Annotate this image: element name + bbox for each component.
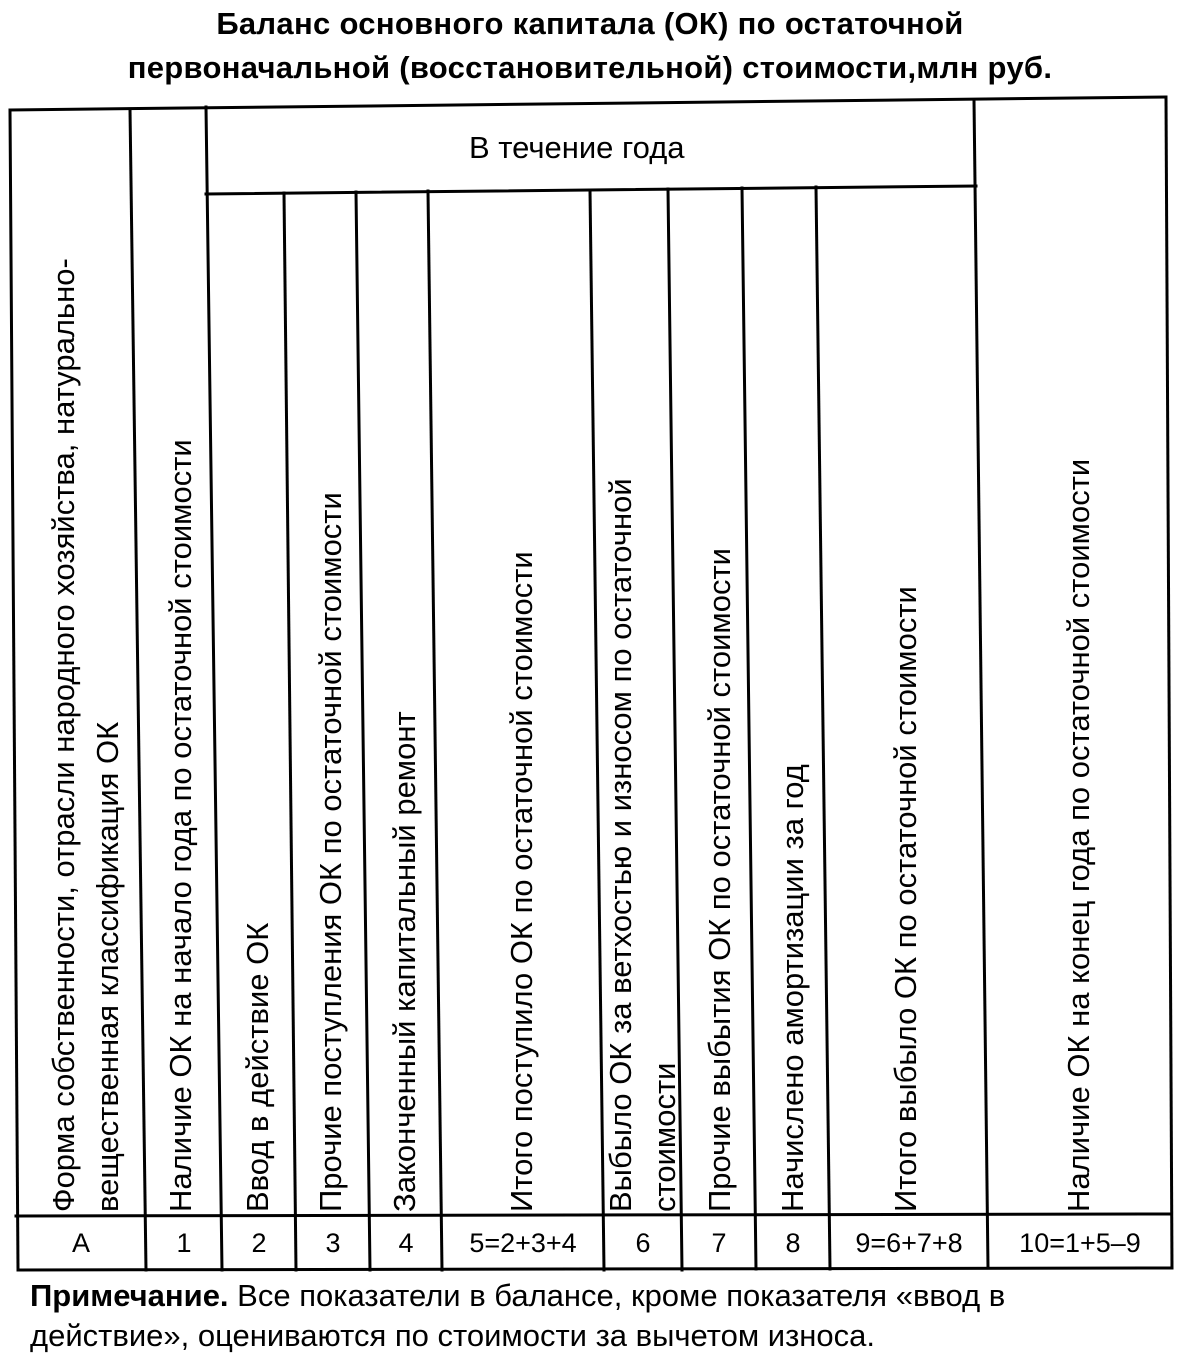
col-divider-3 [284,193,296,1270]
col-divider-8 [742,188,756,1269]
header-bottom-line [16,1214,1170,1216]
footnote-text: Все показатели в балансе, кроме показателя «ввод в действие», оцениваются по стоимости за вычетом износа. [30,1278,1006,1353]
header-ownership-line-2: вещественная классификация ОК [90,721,125,1212]
column-number-6: 6 [635,1228,651,1258]
title-line-1: Баланс основного капитала (ОК) по остаточной [216,6,964,41]
col-divider-2 [206,107,222,1270]
col-divider-5 [428,191,442,1270]
col-divider-10 [974,100,988,1268]
header-retired-wear [599,478,687,1212]
column-number-10: 10=1+5–9 [1019,1228,1141,1258]
col-divider-1 [130,109,146,1270]
col-divider-9 [816,187,830,1269]
table-border-top [10,97,1166,110]
header-end-of-year: Наличие ОК на конец года по остаточной стоимости [1061,458,1096,1212]
header-retired-wear-line-1: Выбыло ОК за ветхостью и износом по остаточной [603,478,638,1212]
col-divider-4 [356,192,370,1270]
table-border-right [1166,97,1172,1268]
column-number-2: 2 [251,1228,267,1258]
header-commissioning: Ввод в действие ОК [240,922,275,1212]
title-line-2: первоначальной (восстановительной) стоимости,млн руб. [127,50,1053,85]
column-number-3: 3 [325,1228,341,1258]
header-ownership-line-1: Форма собственности, отрасли народного хозяйства, натурально- [46,258,81,1212]
column-number-8: 8 [785,1228,801,1258]
header-other-receipts: Прочие поступления ОК по остаточной стоимости [313,492,348,1212]
header-start-of-year: Наличие ОК на начало года по остаточной стоимости [163,439,198,1212]
group-header-in-year: В течение года [469,130,685,165]
header-retired-wear-line-2: стоимости [647,1062,682,1212]
header-total-received: Итого поступило ОК по остаточной стоимости [504,551,539,1212]
column-number-4: 4 [398,1228,414,1258]
column-number-5: 5=2+3+4 [469,1228,577,1258]
footnote [30,1276,1170,1356]
header-other-retirements: Прочие выбытия ОК по остаточной стоимости [702,547,737,1212]
column-number-a: А [71,1228,90,1258]
table-border-left [10,110,18,1270]
header-ownership-classification [42,258,130,1212]
table-border-bottom [18,1268,1172,1270]
column-number-7: 7 [711,1228,727,1258]
header-capital-repair: Законченный капитальный ремонт [387,711,422,1212]
header-total-retired: Итого выбыло ОК по остаточной стоимости [888,586,923,1212]
column-number-9: 9=6+7+8 [855,1228,963,1258]
footnote-label: Примечание. [30,1278,229,1313]
header-depreciation: Начислено амортизации за год [775,764,810,1212]
column-number-1: 1 [176,1228,192,1258]
